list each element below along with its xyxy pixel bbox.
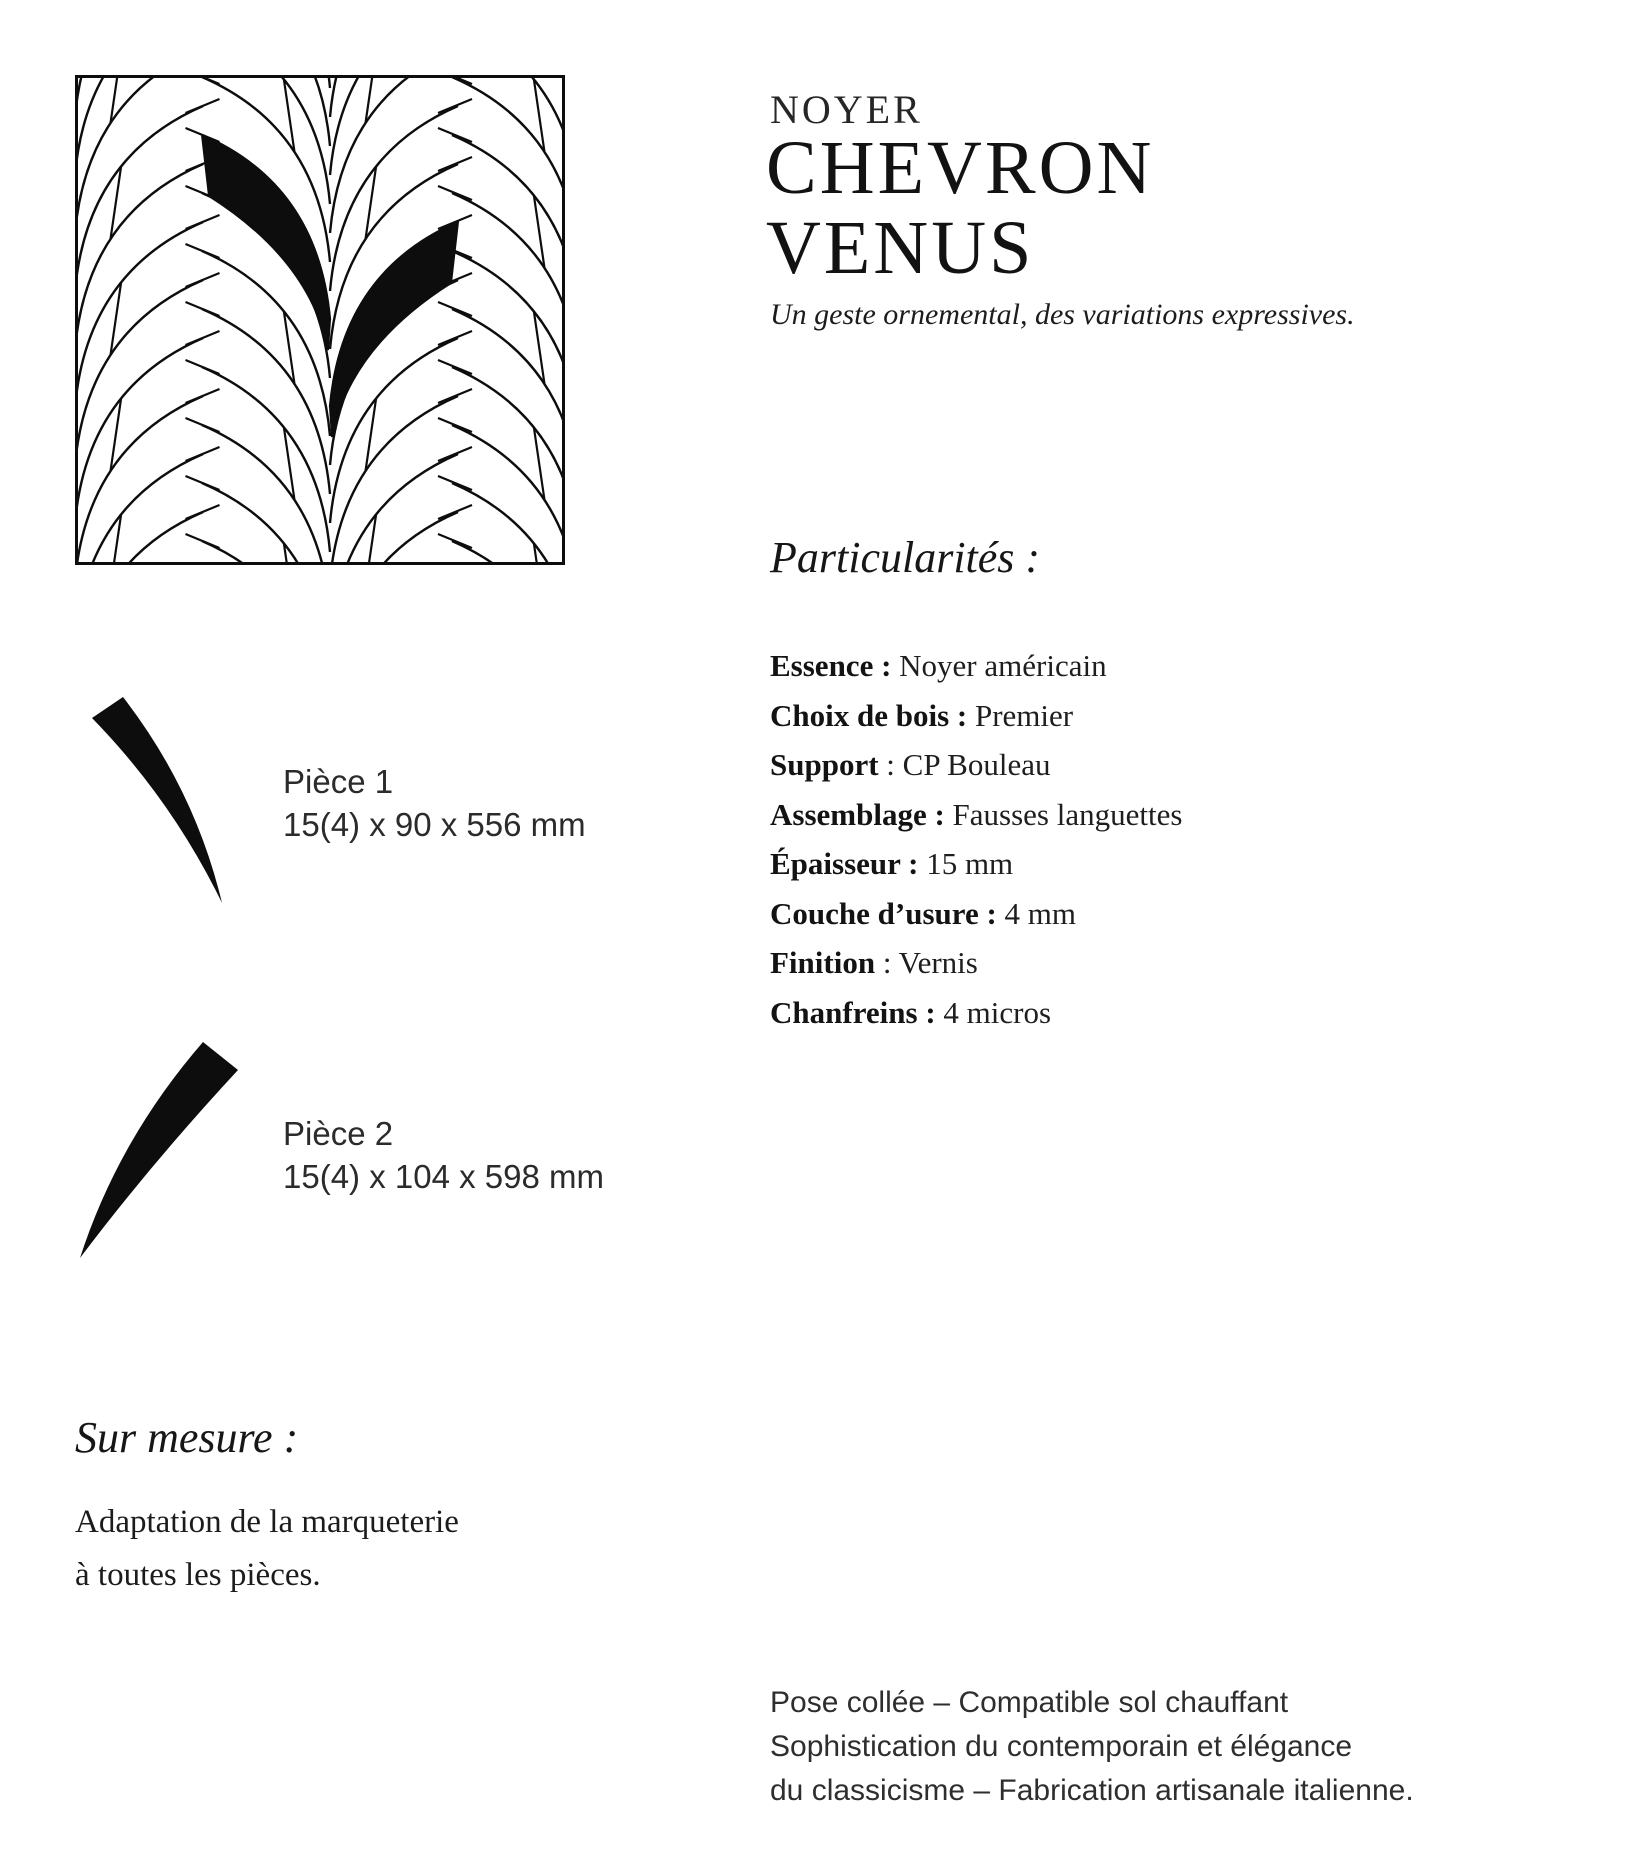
piece-2-label [283,1112,604,1198]
particularites-heading: Particularités : [770,533,1041,582]
spec-row-support [770,740,1182,790]
sur-mesure-line1: Adaptation de la marqueterie [75,1504,459,1540]
piece-2-shape [70,1035,245,1270]
spec-value: 4 mm [1004,895,1077,931]
spec-row-chanfreins [770,988,1182,1038]
piece-2-svg [70,1035,245,1270]
piece-1-label [283,760,586,846]
spec-label: Assemblage : [770,796,945,832]
chevron-pattern-image [75,75,565,565]
spec-label: Épaisseur : [770,846,919,881]
spec-list [770,641,1182,1037]
piece-1-name: Pièce 1 [283,763,394,800]
spec-value: : CP Bouleau [886,747,1051,782]
footer-line2: Sophistication du contemporain et élégance [770,1730,1353,1763]
sur-mesure-heading: Sur mesure : [75,1413,299,1462]
spec-value: Fausses languettes [952,796,1183,832]
piece-1-shape [85,690,230,915]
spec-value: Noyer américain [899,648,1107,683]
sur-mesure-text [75,1496,459,1602]
pattern-svg [75,75,565,565]
spec-row-essence [770,641,1182,691]
footer-line1: Pose collée – Compatible sol chauffant [770,1686,1289,1719]
spec-row-epaisseur [770,839,1182,889]
piece-2-dimensions: 15(4) x 104 x 598 mm [283,1158,604,1195]
footer-line3: du classicisme – Fabrication artisanale italienne. [770,1774,1414,1807]
product-title-line1: CHEVRON [766,126,1155,210]
spec-value: 15 mm [926,846,1014,881]
spec-row-couche [770,889,1182,939]
spec-label: Finition [770,945,876,980]
spec-label: Chanfreins : [770,994,936,1030]
footer-notes [770,1681,1414,1813]
product-title [766,128,1154,288]
product-title-line2: VENUS [766,206,1035,290]
product-wood-eyebrow: NOYER [770,87,923,132]
spec-label: Support [770,747,879,782]
spec-value: : Vernis [882,945,978,980]
spec-label: Choix de bois : [770,697,968,733]
spec-row-finition [770,938,1182,988]
piece-1-dimensions: 15(4) x 90 x 556 mm [283,806,586,843]
spec-value: 4 micros [943,994,1052,1030]
sur-mesure-line2: à toutes les pièces. [75,1557,321,1593]
spec-row-choix [770,691,1182,741]
spec-label: Couche d’usure : [770,895,997,931]
spec-row-assemblage [770,790,1182,840]
piece-1-svg [85,690,230,915]
product-tagline: Un geste ornemental, des variations expressives. [770,298,1355,331]
spec-value: Premier [974,697,1074,733]
spec-label: Essence : [770,648,892,683]
piece-2-name: Pièce 2 [283,1115,394,1152]
